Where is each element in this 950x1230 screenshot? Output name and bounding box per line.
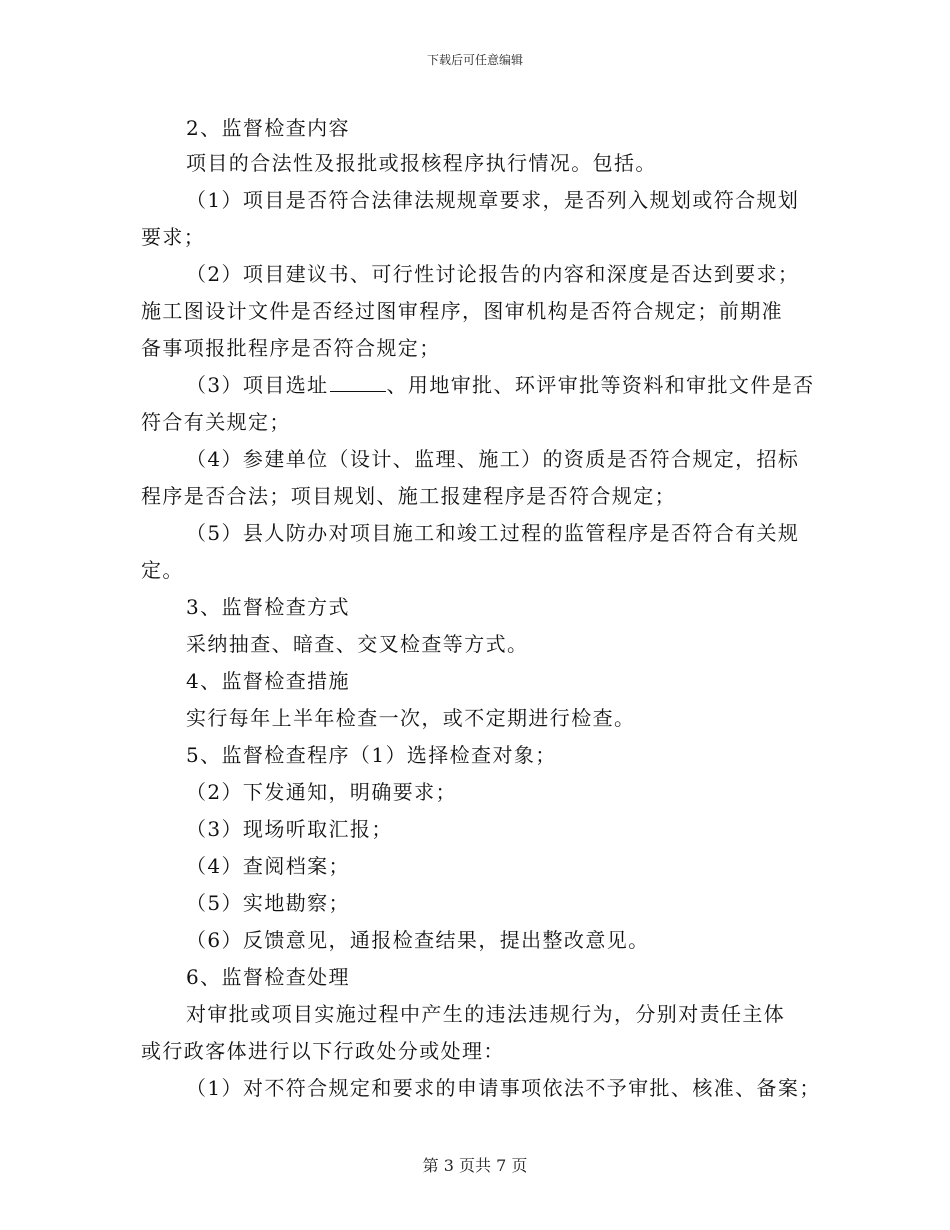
section-5-item-3: （3）现场听取汇报； [186,817,393,841]
section-6-item-1: （1）对不符合规定和要求的申请事项依法不予审批、核准、备案； [186,1076,821,1100]
section-5-item-6: （6）反馈意见，通报检查结果，提出整改意见。 [186,928,650,952]
item-3-line-1 [186,373,815,397]
item-2-line-2: 施工图设计文件是否经过图审程序，图审机构是否符合规定；前期准 [141,299,783,323]
item-1-line-1: （1）项目是否符合法律法规规章要求，是否列入规划或符合规划 [186,188,800,212]
section-2-heading: 2、监督检查内容 [186,116,350,140]
section-6-body-line-2: 或行政客体进行以下行政处分或处理： [141,1039,505,1063]
fill-in-blank [330,373,386,392]
section-5-heading: 5、监督检查程序（1）选择检查对象； [186,743,557,767]
item-3-text-after-blank: 、用地审批、环评审批等资料和审批文件是否 [386,373,815,397]
section-3-body: 采纳抽查、暗查、交叉检查等方式。 [186,632,529,656]
section-6-heading: 6、监督检查处理 [186,965,350,989]
page-header: 下载后可任意编辑 [426,53,523,67]
item-5-line-2: 定。 [141,558,184,582]
section-5-item-2: （2）下发通知，明确要求； [186,780,457,804]
section-5-item-5: （5）实地勘察； [186,891,350,915]
section-3-heading: 3、监督检查方式 [186,595,350,619]
item-2-line-3: 备事项报批程序是否符合规定； [141,336,441,360]
item-1-line-2: 要求； [141,225,206,249]
item-3-text-before-blank: （3）项目选址 [186,373,329,397]
item-3-line-2: 符合有关规定； [141,410,291,434]
section-5-item-4: （4）查阅档案； [186,854,350,878]
page-number: 第 3 页共 7 页 [422,1156,528,1175]
item-5-line-1: （5）县人防办对项目施工和竣工过程的监管程序是否符合有关规 [186,521,800,545]
section-4-body: 实行每年上半年检查一次，或不定期进行检查。 [186,706,636,730]
section-6-body-line-1: 对审批或项目实施过程中产生的违法违规行为，分别对责任主体 [186,1002,786,1026]
item-4-line-1: （4）参建单位（设计、监理、施工）的资质是否符合规定，招标 [186,447,800,471]
item-2-line-1: （2）项目建议书、可行性讨论报告的内容和深度是否达到要求； [186,262,800,286]
section-2-intro: 项目的合法性及报批或报核程序执行情况。包括。 [186,151,657,175]
item-4-line-2: 程序是否合法；项目规划、施工报建程序是否符合规定； [141,484,676,508]
section-4-heading: 4、监督检查措施 [186,669,350,693]
